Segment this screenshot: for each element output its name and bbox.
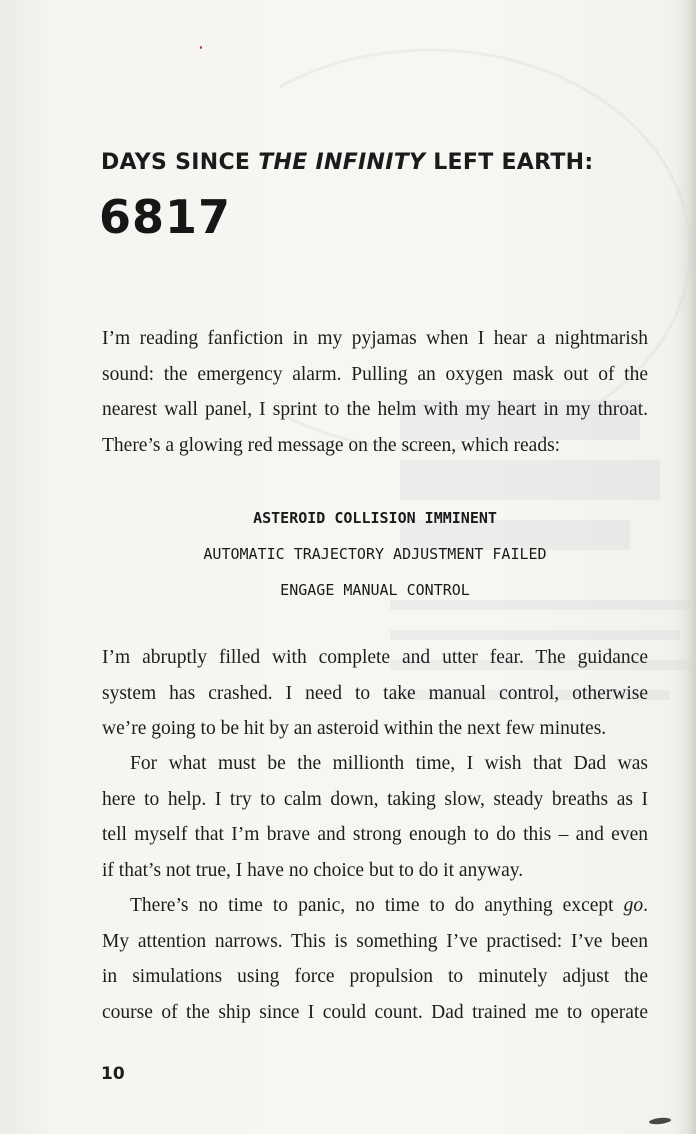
ink-smudge [649, 1117, 672, 1125]
chapter-heading [101, 150, 594, 175]
text-line: here to help. I try to calm down, taking slow, steady breaths as I [102, 788, 648, 810]
line-text: There’s no time to panic, no time to do anything except [130, 895, 624, 916]
text-line: system has crashed. I need to take manual control, otherwise [102, 682, 648, 704]
text-line: course of the ship since I could count. Dad trained me to operate [102, 1001, 648, 1023]
heading-suffix: LEFT EARTH: [425, 150, 594, 175]
text-line: For what must be the millionth time, I wish that Dad was [130, 753, 648, 774]
text-line: in simulations using force propulsion to minutely adjust the [102, 966, 648, 987]
page-number: 10 [101, 1064, 125, 1084]
line-text: . [643, 895, 648, 916]
emphasis-text: go [623, 895, 644, 916]
alert-line: ASTEROID COLLISION IMMINENT [253, 509, 497, 527]
paragraph-1 [102, 321, 648, 463]
paper-fleck [200, 46, 202, 49]
text-line: tell myself that I’m brave and strong enough to do this – and even [102, 824, 648, 845]
text-line: we’re going to be hit by an asteroid within the next few minutes. [102, 718, 607, 739]
text-line [102, 888, 648, 924]
heading-prefix: DAYS SINCE [101, 150, 259, 175]
page-edge-shadow [674, 0, 696, 1134]
paragraph-3 [102, 746, 648, 888]
text-line: There’s a glowing red message on the screen, which reads: [102, 434, 561, 456]
text-line: My attention narrows. This is something I’ve practised: I’ve been [102, 930, 648, 952]
text-line: nearest wall panel, I sprint to the helm with my heart in my throat. [102, 399, 648, 420]
day-count: 6817 [99, 190, 232, 244]
paragraph-2 [102, 640, 648, 747]
text-line: I’m abruptly filled with complete and utter fear. The guidance [102, 647, 648, 668]
alert-line: ENGAGE MANUAL CONTROL [280, 581, 470, 599]
ship-name: THE INFINITY [258, 150, 426, 175]
text-line: sound: the emergency alarm. Pulling an oxygen mask out of the [102, 363, 648, 385]
text-line: if that’s not true, I have no choice but to do it anyway. [102, 859, 524, 881]
alert-message [102, 500, 648, 608]
paragraph-4 [102, 888, 648, 1030]
alert-line: AUTOMATIC TRAJECTORY ADJUSTMENT FAILED [203, 545, 547, 563]
text-line: I’m reading fanfiction in my pyjamas when I hear a nightmarish [102, 328, 648, 349]
